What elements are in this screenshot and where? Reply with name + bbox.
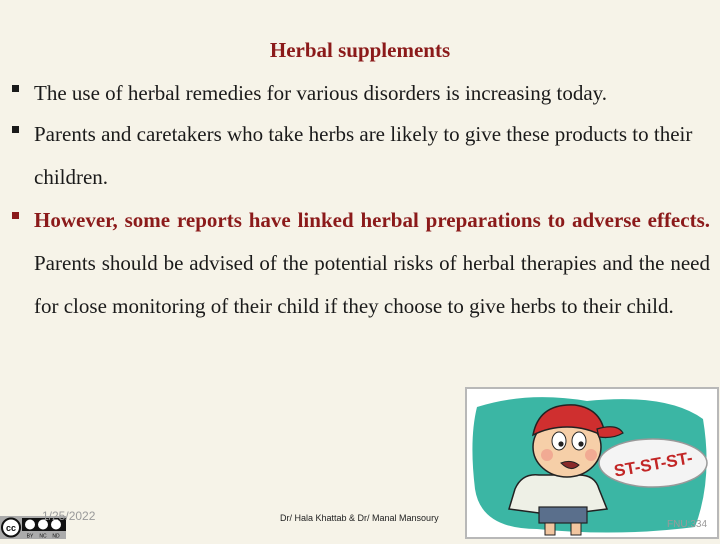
- bullet-rest: Parents should be advised of the potential risks of herbal therapies and the need for close monitoring of their child if they choose to give herbs to their child.: [34, 251, 710, 318]
- bullet-item: [12, 113, 710, 199]
- badge-by-text: BY: [26, 533, 34, 539]
- by-icon: [25, 520, 35, 530]
- leg-shape: [571, 523, 581, 535]
- eye-shape: [552, 432, 566, 450]
- slide-title-text: Herbal supplements: [269, 38, 451, 62]
- bullet-marker-icon: [12, 126, 19, 133]
- footer-authors: Dr/ Hala Khattab & Dr/ Manal Mansoury: [280, 513, 439, 523]
- bullet-text: Parents and caretakers who take herbs are likely to give these products to their children.: [34, 122, 693, 189]
- footer-page-number: FNU:334: [667, 519, 708, 530]
- bullet-marker-icon: [12, 85, 19, 92]
- bullet-item: [12, 199, 710, 328]
- pupil-shape: [578, 441, 583, 446]
- boy-stuttering-illustration: [465, 387, 719, 539]
- badge-nd-text: ND: [52, 533, 60, 539]
- bullet-emphasis: However, some reports have linked herbal preparations to adverse effects.: [34, 208, 710, 232]
- speech-text: ST-ST-ST-: [612, 448, 694, 481]
- shorts-shape: [539, 507, 587, 523]
- leg-shape: [545, 523, 555, 535]
- pupil-shape: [558, 441, 563, 446]
- cheek-shape: [541, 449, 553, 461]
- bullet-marker-icon: [12, 212, 19, 219]
- badge-cc-text: cc: [5, 523, 17, 533]
- slide-title: [0, 38, 720, 63]
- illustration-svg: [467, 389, 717, 537]
- bullet-text: The use of herbal remedies for various disorders is increasing today.: [34, 81, 608, 105]
- cheek-shape: [585, 449, 597, 461]
- bullet-text: [34, 199, 710, 328]
- bullet-list: [12, 72, 710, 328]
- bullet-item: [12, 72, 710, 115]
- eye-shape: [572, 432, 586, 450]
- footer-date: 1/25/2022: [42, 509, 96, 523]
- badge-nc-text: NC: [39, 533, 47, 539]
